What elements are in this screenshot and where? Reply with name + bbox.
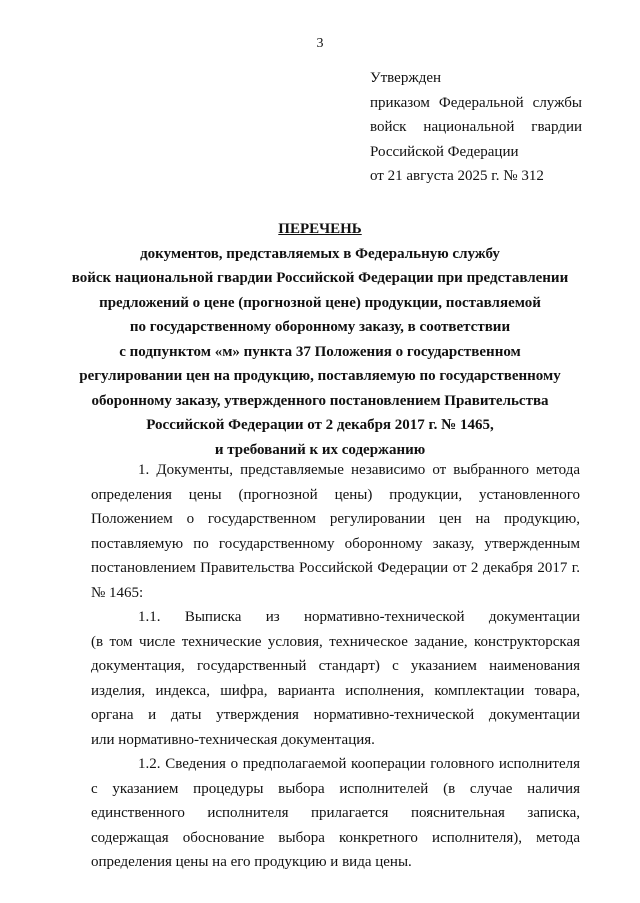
approval-line: Утвержден xyxy=(370,70,442,86)
text-line: документация, государственный стандарт) с указанием наименования xyxy=(91,658,580,674)
title-line: предложений о цене (прогнозной цене) продукции, поставляемой xyxy=(99,294,541,311)
text-line: № 1465: xyxy=(91,584,144,601)
title-line: войск национальной гвардии Российской Федерации при представлении xyxy=(71,270,569,286)
document-body xyxy=(91,458,580,875)
paragraph-1-2 xyxy=(91,752,580,875)
text-line: органа и даты утверждения нормативно-технической документации xyxy=(91,707,580,723)
text-line: с указанием процедуры выбора исполнителей (в случае наличия xyxy=(91,780,580,797)
text-line: единственного исполнителя прилагается пояснительная записка, xyxy=(91,805,580,821)
approval-stamp xyxy=(370,66,582,189)
text-line: постановлением Правительства Российской Федерации от 2 декабря 2017 г. xyxy=(91,560,580,576)
page-number: 3 xyxy=(316,36,324,51)
text-line: (в том числе технические условия, техническое задание, конструкторская xyxy=(91,633,580,650)
text-line: Положением о государственном регулировании цен на продукцию, xyxy=(91,511,580,527)
text-line: определения цены (прогнозной цены) продукции, установленного xyxy=(91,486,580,503)
text-line: определения цены на его продукцию и вида цены. xyxy=(91,854,412,870)
document-title xyxy=(0,217,640,462)
title-heading: ПЕРЕЧЕНЬ xyxy=(278,221,362,237)
title-line: оборонному заказу, утвержденного постановлением Правительства xyxy=(91,392,549,409)
title-line: регулировании цен на продукцию, поставляемую по государственному xyxy=(79,368,561,384)
text-line: содержащая обоснование выбора конкретного исполнителя), метода xyxy=(91,829,580,846)
text-line: поставляемую по государственному оборонному заказу, утвержденным xyxy=(91,535,580,552)
text-line: 1.1. Выписка из нормативно-технической документации xyxy=(138,609,580,625)
approval-line: Российской Федерации xyxy=(370,143,519,160)
title-line: и требований к их содержанию xyxy=(214,441,426,458)
approval-line: от 21 августа 2025 г. № 312 xyxy=(370,168,544,184)
title-line: документов, представляемых в Федеральную службу xyxy=(140,245,500,262)
text-line: изделия, индекса, шифра, варианта исполнения, комплектации товара, xyxy=(91,682,580,699)
text-line: 1. Документы, представляемые независимо от выбранного метода xyxy=(138,462,580,478)
approval-line: войск национальной гвардии xyxy=(370,119,582,135)
title-line: Российской Федерации от 2 декабря 2017 г. № 1465, xyxy=(146,417,494,433)
title-line: по государственному оборонному заказу, в соответствии xyxy=(129,319,511,335)
approval-line: приказом Федеральной службы xyxy=(370,94,582,111)
paragraph-1-1 xyxy=(91,605,580,752)
paragraph-1 xyxy=(91,458,580,605)
title-line: с подпунктом «м» пункта 37 Положения о государственном xyxy=(119,343,521,360)
text-line: 1.2. Сведения о предполагаемой кооперации головного исполнителя xyxy=(138,756,580,772)
text-line: или нормативно-техническая документация. xyxy=(91,731,375,748)
